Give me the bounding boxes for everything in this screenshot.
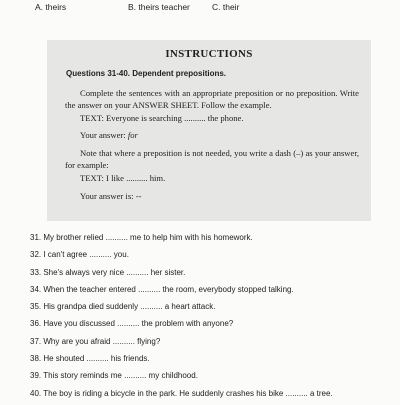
instructions-paragraph-1: Complete the sentences with an appropriate preposition or no preposition. Write the answer on your ANSWER SHEET. Follow the example. xyxy=(65,88,359,110)
option-c: C. their xyxy=(212,2,240,12)
question-item: 40. The boy is riding a bicycle in the park. He suddenly crashes his bike .......... a tree. xyxy=(30,388,333,398)
question-list xyxy=(30,232,395,405)
example-1-answer-value: for xyxy=(127,130,138,140)
example-1-text: TEXT: Everyone is searching .......... the phone. xyxy=(80,113,244,123)
answer-options-row xyxy=(0,2,400,16)
question-item: 37. Why are you afraid .......... flying? xyxy=(30,336,161,346)
example-1-answer xyxy=(80,130,138,142)
example-2-text: TEXT: I like .......... him. xyxy=(80,173,166,183)
instructions-title: INSTRUCTIONS xyxy=(165,48,253,60)
example-1-answer-label: Your answer: xyxy=(80,130,126,140)
question-item: 35. His grandpa died suddenly .......... a heart attack. xyxy=(30,302,216,312)
instructions-box xyxy=(47,40,371,221)
instructions-paragraph-2: Note that where a preposition is not needed, you write a dash (–) as your answer, for example: xyxy=(65,148,359,170)
question-item: 38. He shouted .......... his friends. xyxy=(30,354,150,364)
question-item: 33. She's always very nice .......... her sister. xyxy=(30,267,186,277)
section-heading: Questions 31-40. Dependent prepositions. xyxy=(66,69,227,78)
option-b: B. theirs teacher xyxy=(128,2,190,12)
question-item: 31. My brother relied .......... me to help him with his homework. xyxy=(30,233,253,242)
example-2-answer: Your answer is: -- xyxy=(80,191,142,201)
question-item: 32. I can't agree .......... you. xyxy=(30,250,129,260)
question-item: 36. Have you discussed .......... the problem with anyone? xyxy=(30,319,234,329)
question-item: 34. When the teacher entered .......... the room, everybody stopped talking. xyxy=(30,284,294,294)
question-item: 39. This story reminds me .......... my childhood. xyxy=(30,371,198,381)
option-a: A. theirs xyxy=(35,2,67,12)
